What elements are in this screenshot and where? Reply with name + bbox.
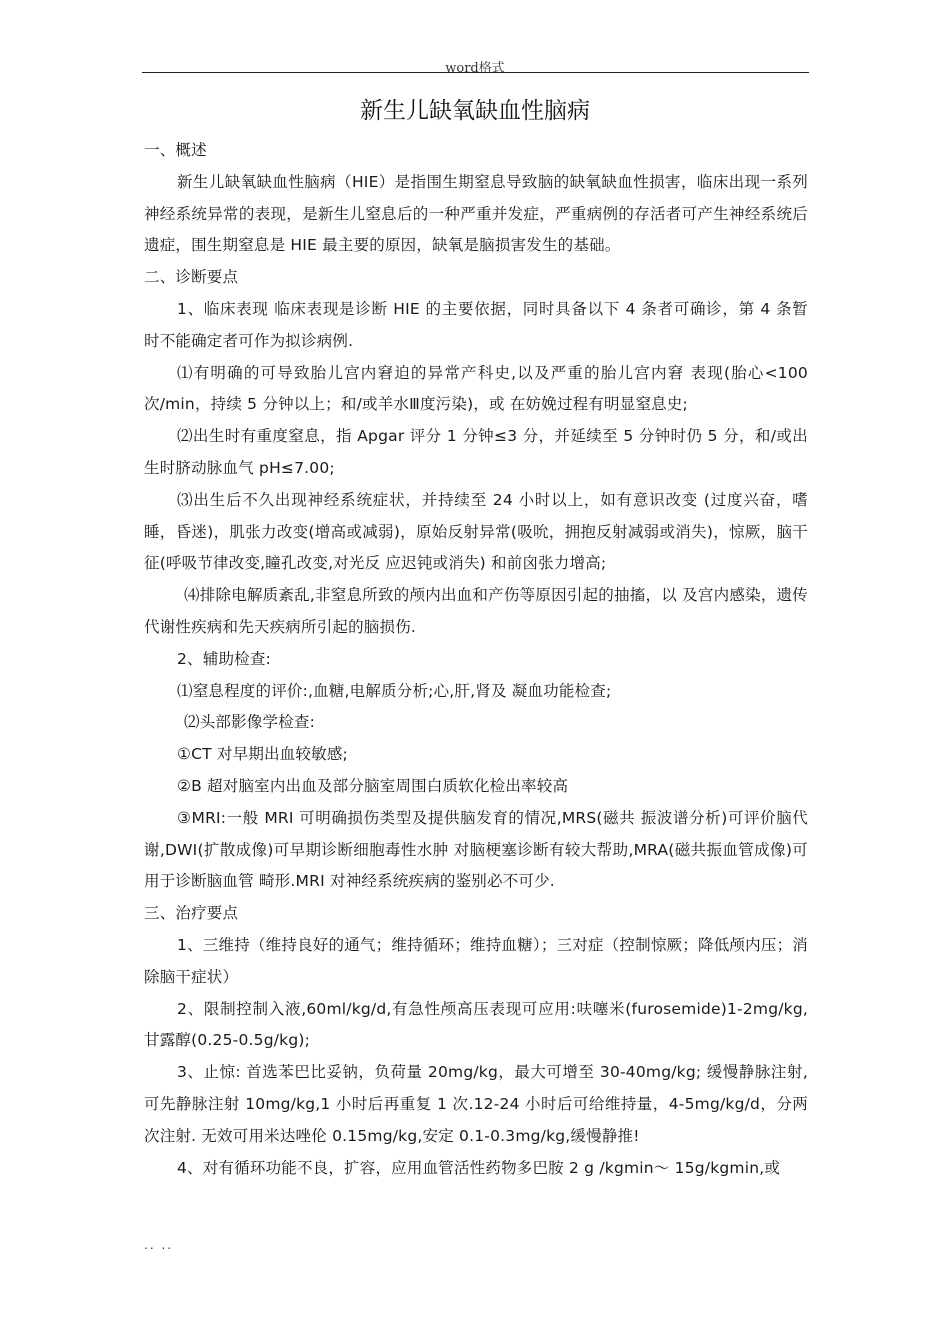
section-heading-overview: 一、概述 — [144, 141, 207, 159]
treatment-4: 4、对有循环功能不良，扩容，应用血管活性药物多巴胺 2 g /kgmin～ 15g/kgmin,或 — [177, 1158, 781, 1177]
treatment-1: 1、三维持（维持良好的通气；维持循环；维持血糖）；三对症（控制惊厥；降低颅内压；消除脑干症状） — [144, 935, 808, 986]
criterion-2: ⑵出生时有重度窒息，指 Apgar 评分 1 分钟≤3 分，并延续至 5 分钟时仍 5 分，和/或出生时脐动脉血气 pH≤7.00; — [144, 427, 808, 477]
aux-exam-heading: 2、辅助检查: — [177, 649, 271, 668]
section-heading-treatment: 三、治疗要点 — [144, 904, 239, 923]
criterion-1: ⑴有明确的可导致胎儿宫内窘迫的异常产科史,以及严重的胎儿宫内窘 表现(胎心<100 次/min，持续 5 分钟以上；和/或羊水Ⅲ度污染)，或 在妨娩过程有明显窒息史; — [144, 363, 808, 414]
imaging-ultrasound: ②B 超对脑室内出血及部分脑室周围白质软化检出率较高 — [177, 776, 569, 795]
header-divider — [142, 72, 809, 73]
document-title: 新生儿缺氧缺血性脑病 — [360, 98, 590, 124]
treatment-2: 2、限制控制入液,60ml/kg/d,有急性颅高压表现可应用:呋噻米(furosemide)1-2mg/kg,甘露醇(0.25-0.5g/kg); — [144, 999, 808, 1050]
criterion-3: ⑶出生后不久出现神经系统症状，并持续至 24 小时以上，如有意识改变 (过度兴奋，嗜睡，昏迷)，肌张力改变(增高或减弱)，原始反射异常(吸吮，拥抱反射减弱或消失)，惊厥，脑干征(呼吸节律改变,瞳孔改变,对光反 应迟钝或消失) 和前囟张力增高; — [144, 490, 808, 573]
aux-exam-1: ⑴窒息程度的评价:,血糖,电解质分析;心,肝,肾及 凝血功能检查; — [177, 681, 612, 700]
section-heading-diagnosis: 二、诊断要点 — [144, 268, 239, 287]
overview-paragraph: 新生儿缺氧缺血性脑病（HIE）是指围生期窒息导致脑的缺氧缺血性损害，临床出现一系列神经系统异常的表现，是新生儿窒息后的一种严重并发症，严重病例的存活者可产生神经系统后遗症，围生期窒息是 HIE 最主要的原因，缺氧是脑损害发生的基础。 — [144, 172, 808, 255]
criterion-4: ⑷排除电解质紊乱,非窒息所致的颅内出血和产伤等原因引起的抽搐，以 及宫内感染，遗传代谢性疾病和先天疾病所引起的脑损伤. — [144, 586, 808, 636]
document-body — [144, 135, 808, 1184]
page-header: word格式 — [445, 61, 505, 76]
aux-exam-2: ⑵头部影像学检查: — [184, 713, 316, 732]
treatment-3: 3、止惊: 首选苯巴比妥钠，负荷量 20mg/kg，最大可增至 30-40mg/kg; 缓慢静脉注射,可先静脉注射 10mg/kg,1 小时后再重复 1 次.12-24 小时后可给维持量，4-5mg/kg/d，分两次注射. 无效可用米达唑伦 0.15mg/kg,安定 0.1-0.3mg/kg,缓慢静推! — [144, 1063, 808, 1145]
imaging-ct: ①CT 对早期出血较敏感; — [177, 745, 348, 764]
clinical-paragraph: 1、临床表现 临床表现是诊断 HIE 的主要依据，同时具备以下 4 条者可确诊，第 4 条暂 时不能确定者可作为拟诊病例. — [144, 299, 808, 350]
imaging-mri: ③MRI:一般 MRI 可明确损伤类型及提供脑发育的情况,MRS(磁共 振波谱分析)可评价脑代谢,DWI(扩散成像)可早期诊断细胞毒性水肿 对脑梗塞诊断有较大帮助,MRA(磁共振血管成像)可用于诊断脑血管 畸形.MRI 对神经系统疾病的鉴别必不可少. — [144, 808, 808, 891]
page-footer: .. .. — [144, 1238, 174, 1252]
